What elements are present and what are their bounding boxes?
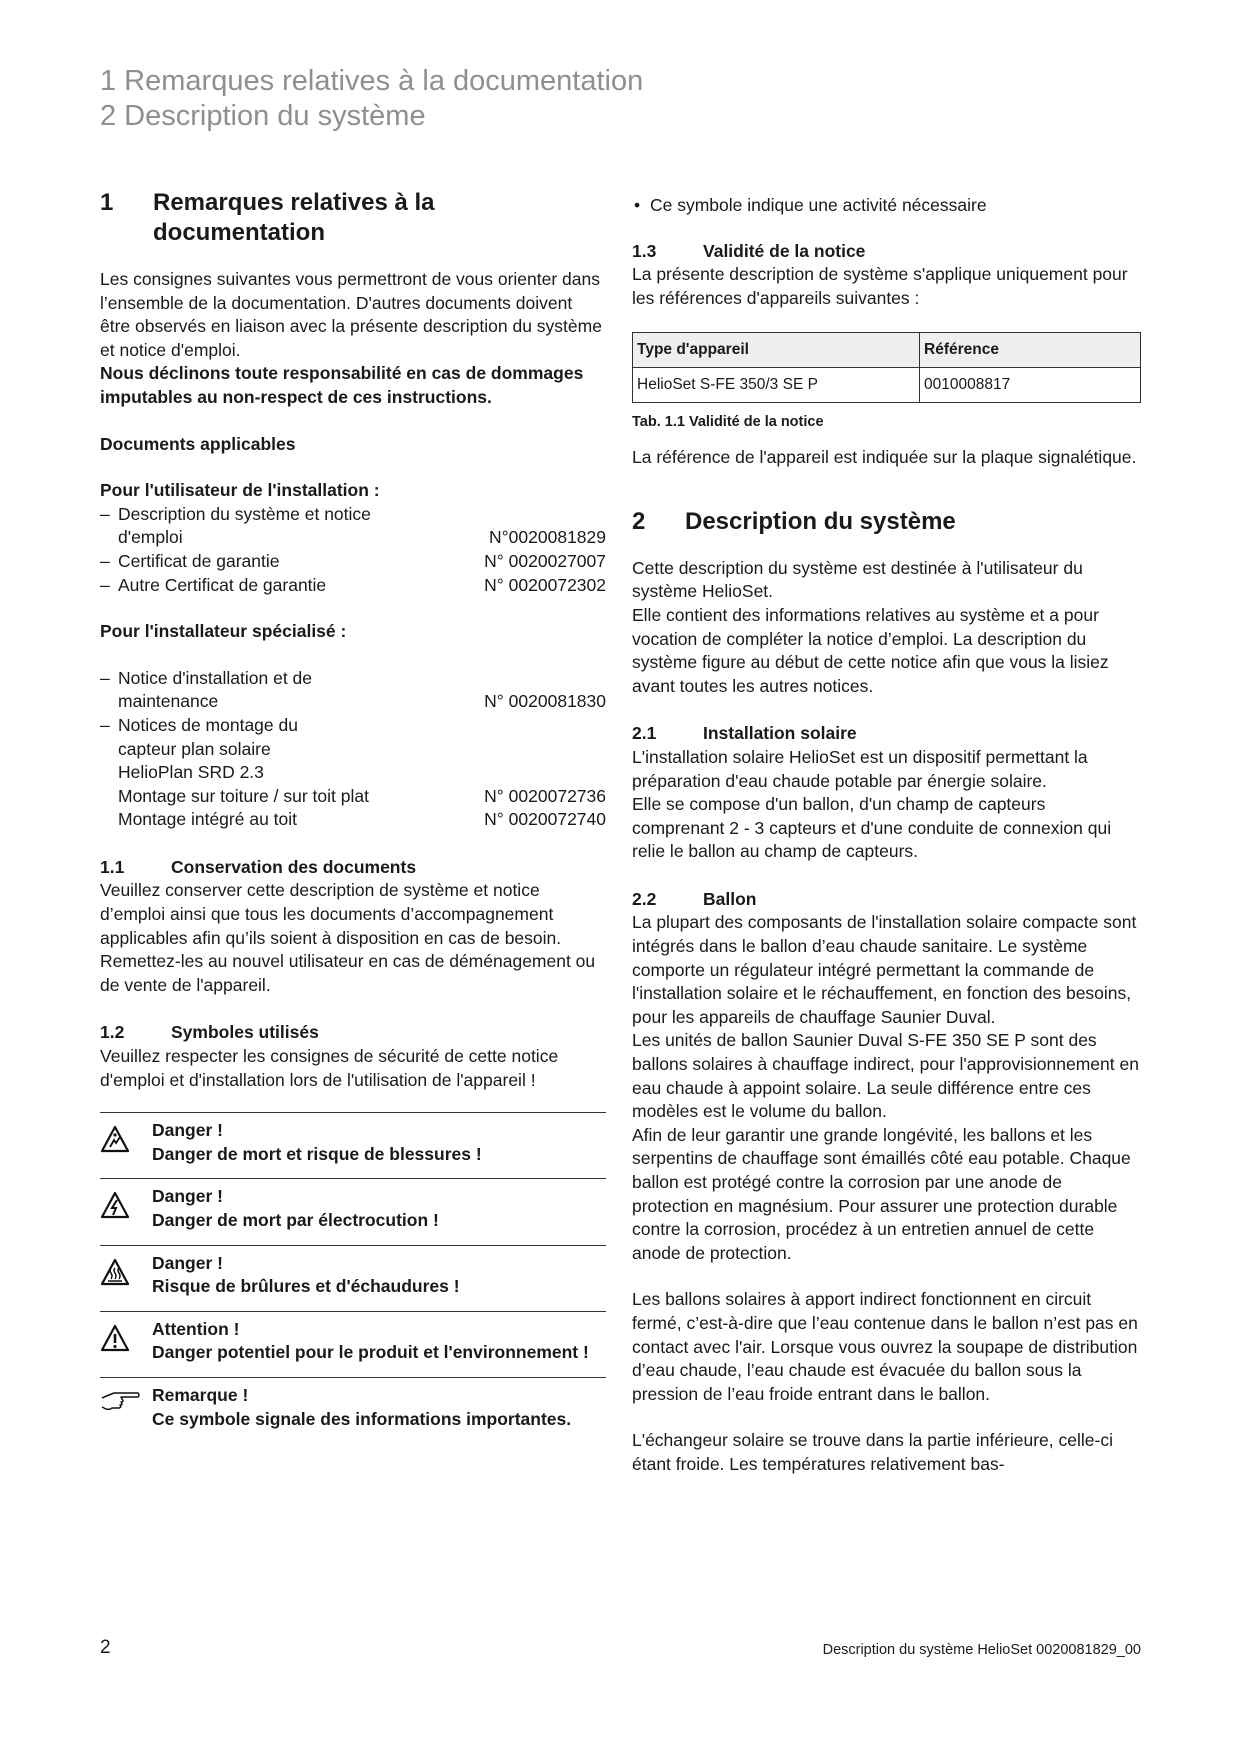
paragraph: Cette description du système est destinée à l'utilisateur du système HelioSet. xyxy=(632,557,1083,602)
section-title: Installation solaire xyxy=(703,723,857,744)
list-item xyxy=(100,550,606,574)
table-cell: HelioSet S-FE 350/3 SE P xyxy=(633,367,920,402)
warning-title: Danger ! xyxy=(152,1252,223,1273)
column-header: Référence xyxy=(920,333,1141,368)
list-item xyxy=(100,714,606,832)
warning-block xyxy=(100,1178,606,1244)
section-number: 2.1 xyxy=(632,723,657,744)
doc-ref: N° 0020027007 xyxy=(484,550,606,571)
paragraph: Les ballons solaires à apport indirect fonctionnent en circuit fermé, c’est-à-dire que l’eau contenue dans le ballon n’est pas en contact avec l'air. Lorsque vous ouvrez la soupape de distribution d’eau chaude, l’eau chaude est évacuée du ballon sous la pression de l’eau froide entrant dans le ballon. xyxy=(632,1289,1138,1404)
table-row xyxy=(633,367,1141,402)
doc-sub-label: Montage sur toiture / sur toit plat xyxy=(118,785,369,806)
section-2-1-heading xyxy=(632,722,1141,746)
section-2-heading xyxy=(632,507,1141,537)
paragraph: Elle contient des informations relatives au système et a pour vocation de compléter la notice d’emploi. La description du système figure au début de cette notice afin que vous la lisiez avant toutes les autres notices. xyxy=(632,604,1109,696)
warning-title: Danger ! xyxy=(152,1186,223,1207)
documents-heading: Documents applicables xyxy=(100,433,296,454)
list-item xyxy=(100,503,606,550)
warning-block xyxy=(100,1245,606,1311)
paragraph: Elle se compose d'un ballon, d'un champ de capteurs comprenant 2 - 3 capteurs et d'une conduite de connexion qui relie le ballon au champ de capteurs. xyxy=(632,794,1112,862)
section-title: Remarques relatives à la documentation xyxy=(153,189,435,246)
running-header xyxy=(100,64,643,134)
warning-block xyxy=(100,1311,606,1377)
user-docs-heading: Pour l'utilisateur de l'installation : xyxy=(100,480,380,501)
section-title: Validité de la notice xyxy=(703,240,866,261)
doc-label: – Notices de montage du capteur plan solaire HelioPlan SRD 2.3 xyxy=(118,714,298,783)
safety-symbols-list xyxy=(100,1112,606,1443)
installer-docs-list xyxy=(100,667,606,832)
paragraph: Afin de leur garantir une grande longévité, les ballons et les serpentins de chauffage sont émaillés côté eau potable. Chaque ballon est protégé contre la corrosion par une anode de protection en magnésium. Pour assurer une protection durable contre la corrosion, procédez à un entretien annuel de cette anode de protection. xyxy=(632,1124,1131,1263)
disclaimer-paragraph: Nous déclinons toute responsabilité en cas de dommages imputables au non-respect de ces instructions. xyxy=(100,363,584,407)
section-number: 1 xyxy=(100,189,114,216)
section-1-3-heading xyxy=(632,240,1141,264)
warning-title: Attention ! xyxy=(152,1318,240,1339)
doc-ref: N° 0020072302 xyxy=(484,574,606,595)
warning-text: Risque de brûlures et d'échaudures ! xyxy=(152,1276,460,1297)
paragraph: La référence de l'appareil est indiquée sur la plaque signalétique. xyxy=(632,447,1137,468)
paragraph: L'installation solaire HelioSet est un dispositif permettant la préparation d'eau chaude potable par énergie solaire. xyxy=(632,746,1088,791)
section-title: Conservation des documents xyxy=(171,856,417,877)
section-number: 1.1 xyxy=(100,856,125,877)
section-title: Ballon xyxy=(703,888,757,909)
list-item xyxy=(100,574,606,598)
table-header-row xyxy=(633,333,1141,368)
section-title: Description du système xyxy=(685,507,956,535)
installer-docs-heading: Pour l'installateur spécialisé : xyxy=(100,621,347,642)
section-1-1-heading xyxy=(100,856,606,880)
warning-text: Ce symbole signale des informations importantes. xyxy=(152,1408,572,1429)
warning-title: Remarque ! xyxy=(152,1384,249,1405)
column-header: Type d'appareil xyxy=(633,333,920,368)
section-title: Symboles utilisés xyxy=(171,1022,319,1043)
paragraph: Veuillez respecter les consignes de sécurité de cette notice d'emploi et d'installation lors de l'utilisation de l'appareil ! xyxy=(100,1046,559,1090)
electric-hazard-icon xyxy=(100,1185,152,1232)
pointing-hand-icon xyxy=(100,1384,152,1431)
table-cell: 0010008817 xyxy=(920,367,1141,402)
running-header-line-2: 2 Description du système xyxy=(100,100,426,132)
section-number: 1.2 xyxy=(100,1022,125,1043)
caution-triangle-icon xyxy=(100,1318,152,1365)
validity-table xyxy=(632,332,1141,402)
warning-triangle-icon xyxy=(100,1119,152,1166)
paragraph: Les unités de ballon Saunier Duval S-FE 350 SE P sont des ballons solaires à chauffage indirect, pour l'approvisionnement en eau chaude à appoint solaire. La seule différence entre ces modèles est le volume du ballon. xyxy=(632,1030,1139,1122)
paragraph: Veuillez conserver cette description de système et notice d’emploi ainsi que tous les documents d’accompagnement applicables afin qu’ils soient à disposition en cas de besoin. xyxy=(100,880,562,948)
section-number: 1.3 xyxy=(632,240,657,261)
doc-label: – Certificat de garantie xyxy=(118,550,280,571)
warning-block xyxy=(100,1377,606,1443)
right-column xyxy=(632,194,1141,1477)
paragraph: La plupart des composants de l'installation solaire compacte sont intégrés dans le ballon d’eau chaude sanitaire. Le système comporte un régulateur intégré permettant la commande de l'installation solaire et le réchauffement, en fonction des besoins, pour les appareils de chauffage Saunier Duval. xyxy=(632,912,1137,1027)
warning-text: Danger de mort par électrocution ! xyxy=(152,1210,439,1230)
doc-sub-label: Montage intégré au toit xyxy=(118,809,298,830)
warning-title: Danger ! xyxy=(152,1120,223,1141)
list-item xyxy=(100,667,606,714)
paragraph: L'échangeur solaire se trouve dans la partie inférieure, celle-ci étant froide. Les températures relativement bas- xyxy=(632,1430,1113,1474)
doc-ref: N°0020081829 xyxy=(489,527,606,548)
section-number: 2.2 xyxy=(632,888,657,909)
paragraph: Remettez-les au nouvel utilisateur en cas de déménagement ou de vente de l'appareil. xyxy=(100,951,596,995)
section-number: 2 xyxy=(632,507,646,535)
table-caption: Tab. 1.1 Validité de la notice xyxy=(632,413,824,430)
doc-label: – Description du système et notice d'emploi xyxy=(118,503,371,548)
warning-text: Danger potentiel pour le produit et l'environnement ! xyxy=(152,1342,589,1363)
doc-ref: N° 0020081830 xyxy=(484,691,606,712)
doc-ref: N° 0020072736 xyxy=(484,785,606,806)
doc-label: – Notice d'installation et de maintenance xyxy=(118,667,313,712)
paragraph: La présente description de système s'applique uniquement pour les références d'appareils suivantes : xyxy=(632,264,1128,308)
doc-label: – Autre Certificat de garantie xyxy=(118,574,327,595)
warning-text: Danger de mort et risque de blessures ! xyxy=(152,1143,482,1164)
left-column xyxy=(100,188,606,1443)
hot-surface-icon xyxy=(100,1252,152,1299)
footer-document-reference: Description du système HelioSet 0020081829_00 xyxy=(822,1642,1141,1658)
page-number: 2 xyxy=(100,1637,111,1658)
running-header-line-1: 1 Remarques relatives à la documentation xyxy=(100,65,644,97)
section-1-2-heading xyxy=(100,1021,606,1045)
doc-ref: N° 0020072740 xyxy=(484,809,606,830)
user-docs-list xyxy=(100,503,606,597)
warning-block xyxy=(100,1112,606,1178)
intro-paragraph: Les consignes suivantes vous permettront de vous orienter dans l’ensemble de la documentation. D'autres documents doivent être observés en liaison avec la présente description du système et notice d'emploi. xyxy=(100,269,602,360)
action-bullet: • Ce symbole indique une activité nécessaire xyxy=(632,194,1141,218)
section-1-heading xyxy=(100,188,606,248)
section-2-2-heading xyxy=(632,888,1141,912)
